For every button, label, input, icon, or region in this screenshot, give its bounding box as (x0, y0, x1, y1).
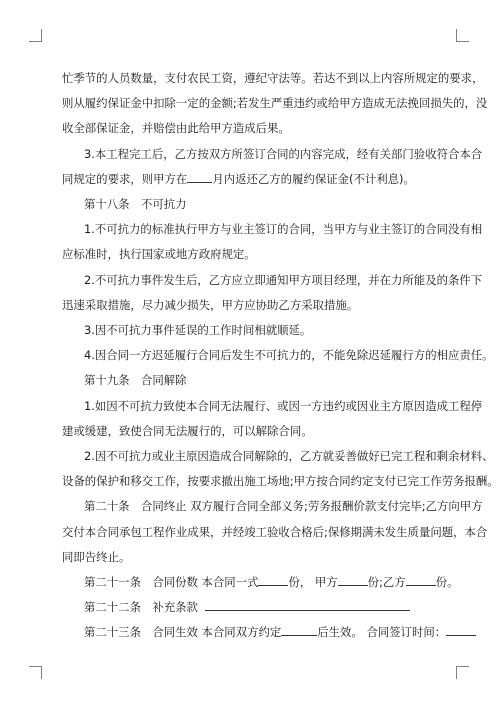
text-line: 交付本合同承包工程作业成果，并经竣工验收合格后;保修期满未发生质量问题，本合 (62, 524, 488, 539)
crop-mark-top-right (456, 29, 469, 42)
fill-blank (338, 573, 368, 586)
text-line: 3.本工程完工后，乙方按双方所签订合同的内容完成，经有关部门验收符合本合 (84, 146, 483, 161)
article-heading: 第二十条 合同终止 双方履行合同全部义务;劳务报酬价款支付完毕;乙方向甲方 (84, 499, 483, 514)
text-line: 1.如因不可抗力致使本合同无法履行、或因一方违约或因业主方原因造成工程停 (84, 398, 483, 413)
text-line: 建或缓建，致使合同无法履行的，可以解除合同。 (62, 423, 313, 438)
text-line: 设备的保护和移交工作，按要求撤出施工场地;甲方按合同约定支付已完工作劳务报酬。 (62, 474, 499, 489)
text-line: 收全部保证金，并赔偿由此给甲方造成后果。 (62, 121, 290, 136)
fill-blank (281, 623, 317, 636)
text-line: 2.因不可抗力或业主原因造成合同解除的，乙方就妥善做好已完工程和剩余材料、 (84, 449, 494, 464)
fill-blank (446, 623, 476, 636)
text-line: 迅速采取措施，尽力减少损失，甲方应协助乙方采取措施。 (62, 297, 359, 312)
text-line: 则从履约保证金中扣除一定的金额;若发生严重违约或给甲方造成无法挽回损失的，没 (62, 96, 488, 111)
article-heading: 第二十一条 合同份数 本合同一式 份， 甲方 份;乙方 份。 (84, 575, 459, 590)
text-line: 2.不可抗力事件发生后，乙方应立即通知甲方项目经理，并在力所能及的条件下 (84, 272, 483, 287)
text-line: 忙季节的人员数量，支付农民工资，遵纪守法等。若达不到以上内容所规定的要求， (62, 71, 484, 85)
crop-mark-top-left (29, 29, 42, 42)
text-line: 应标准时，执行国家或地方政府规定。 (62, 247, 256, 262)
article-heading: 第二十三条 合同生效 本合同双方约定 后生效。 合同签订时间： (62, 620, 440, 645)
text-line: 同即告终止。 (62, 549, 131, 564)
crop-mark-bottom-right (456, 666, 469, 679)
fill-blank (187, 170, 212, 183)
text-line: 1.不可抗力的标准执行甲方与业主签订的合同，当甲方与业主签订的合同没有相 (84, 222, 483, 237)
article-heading: 第十九条 合同解除 (84, 373, 187, 388)
text-line: 4.因合同一方迟延履行合同后发生不可抗力的，不能免除迟延履行方的相应责任。 (84, 348, 494, 363)
article-heading: 第十八条 不可抗力 (84, 197, 187, 212)
text-line: 同规定的要求，则甲方在 月内返还乙方的履约保证金(不计利息)。 (62, 171, 415, 186)
document-body (62, 66, 499, 646)
fill-blank (406, 573, 436, 586)
crop-mark-bottom-left (29, 666, 42, 679)
text-line: 3.因不可抗力事件延误的工作时间相就顺延。 (84, 323, 312, 338)
article-heading: 第二十二条 补充条款 (62, 595, 440, 620)
fill-blank (258, 573, 288, 586)
fill-blank (205, 598, 410, 611)
